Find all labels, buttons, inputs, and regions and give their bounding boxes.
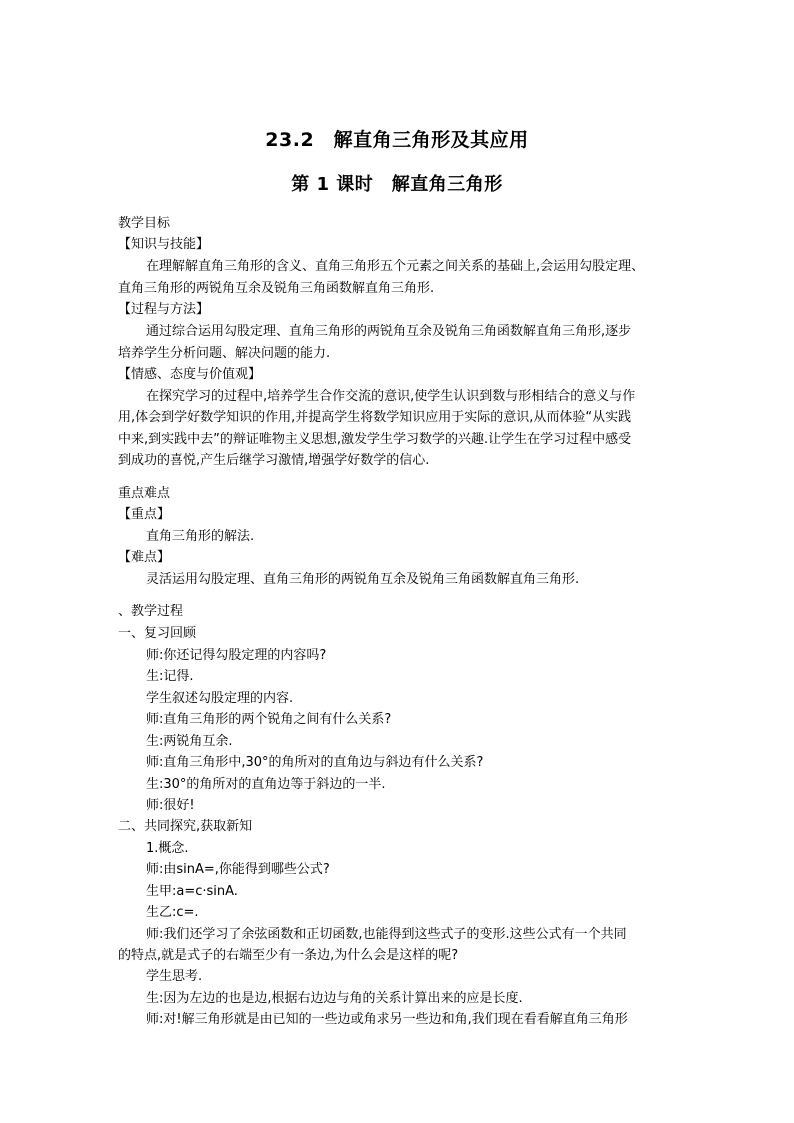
dialogue-line: 师:直角三角形的两个锐角之间有什么关系?	[146, 712, 392, 727]
document-subtitle: 第 1 课时 解直角三角形	[291, 174, 503, 195]
subheading-knowledge-skills: 【知识与技能】	[118, 237, 210, 252]
subheading-difficulty: 【难点】	[118, 550, 171, 565]
paragraph-line: 在理解解直角三角形的含义、直角三角形五个元素之间关系的基础上,会运用勾股定理、	[146, 259, 645, 274]
section-heading-key-points: 重点难点	[118, 486, 171, 501]
dialogue-line: 师:我们还学习了余弦函数和正切函数,也能得到这些式子的变形.这些公式有一个共同	[146, 927, 627, 942]
dialogue-line: 生乙:c=.	[146, 905, 199, 920]
dialogue-line: 生:记得.	[146, 669, 194, 684]
subheading-emotion-values: 【情感、态度与价值观】	[118, 367, 262, 382]
paragraph-line: 通过综合运用勾股定理、直角三角形的两锐角互余及锐角三角函数解直角三角形,逐步	[146, 324, 632, 339]
paragraph-line: 中来,到实践中去”的辩证唯物主义思想,激发学生学习数学的兴趣.让学生在学习过程中感受	[118, 432, 632, 447]
dialogue-line: 师:对!解三角形就是由已知的一些边或角求另一些边和角,我们现在看看解直角三角形	[146, 1012, 628, 1027]
dialogue-line: 师:直角三角形中,30°的角所对的直角边与斜边有什么关系?	[146, 755, 484, 770]
paragraph-line: 直角三角形的两锐角互余及锐角三角函数解直角三角形.	[118, 281, 435, 296]
subheading-explore: 二、共同探究,获取新知	[118, 819, 253, 834]
dialogue-line: 生:因为左边的也是边,根据右边边与角的关系计算出来的应是长度.	[146, 991, 523, 1006]
dialogue-line: 师:由sinA=,你能得到哪些公式?	[146, 862, 330, 877]
dialogue-line: 的特点,就是式子的右端至少有一条边,为什么会是这样的呢?	[118, 948, 459, 963]
subheading-process-methods: 【过程与方法】	[118, 302, 210, 317]
paragraph-line: 直角三角形的解法.	[146, 529, 255, 544]
subheading-review: 一、复习回顾	[118, 626, 197, 641]
dialogue-line: 师:你还记得勾股定理的内容吗?	[146, 648, 327, 663]
document-title: 23.2 解直角三角形及其应用	[265, 129, 529, 151]
paragraph-line: 培养学生分析问题、解决问题的能力.	[118, 346, 331, 361]
dialogue-line: 生:两锐角互余.	[146, 734, 233, 749]
dialogue-line: 生甲:a=c·sinA.	[146, 884, 238, 899]
dialogue-line: 师:很好!	[146, 798, 195, 813]
section-heading-process: 、教学过程	[118, 604, 184, 619]
dialogue-line: 学生叙述勾股定理的内容.	[146, 691, 294, 706]
section-heading-objectives: 教学目标	[118, 216, 171, 231]
paragraph-line: 灵活运用勾股定理、直角三角形的两锐角互余及锐角三角函数解直角三角形.	[146, 572, 580, 587]
dialogue-line: 生:30°的角所对的直角边等于斜边的一半.	[146, 777, 386, 792]
paragraph-line: 到成功的喜悦,产生后继学习激情,增强学好数学的信心.	[118, 453, 430, 468]
dialogue-line: 学生思考.	[146, 969, 203, 984]
subheading-key: 【重点】	[118, 507, 171, 522]
paragraph-line: 在探究学习的过程中,培养学生合作交流的意识,使学生认识到数与形相结合的意义与作	[146, 389, 636, 404]
paragraph-line: 用,体会到学好数学知识的作用,并提高学生将数学知识应用于实际的意识,从而体验“从实践	[118, 410, 632, 425]
dialogue-line: 1.概念.	[146, 841, 189, 856]
